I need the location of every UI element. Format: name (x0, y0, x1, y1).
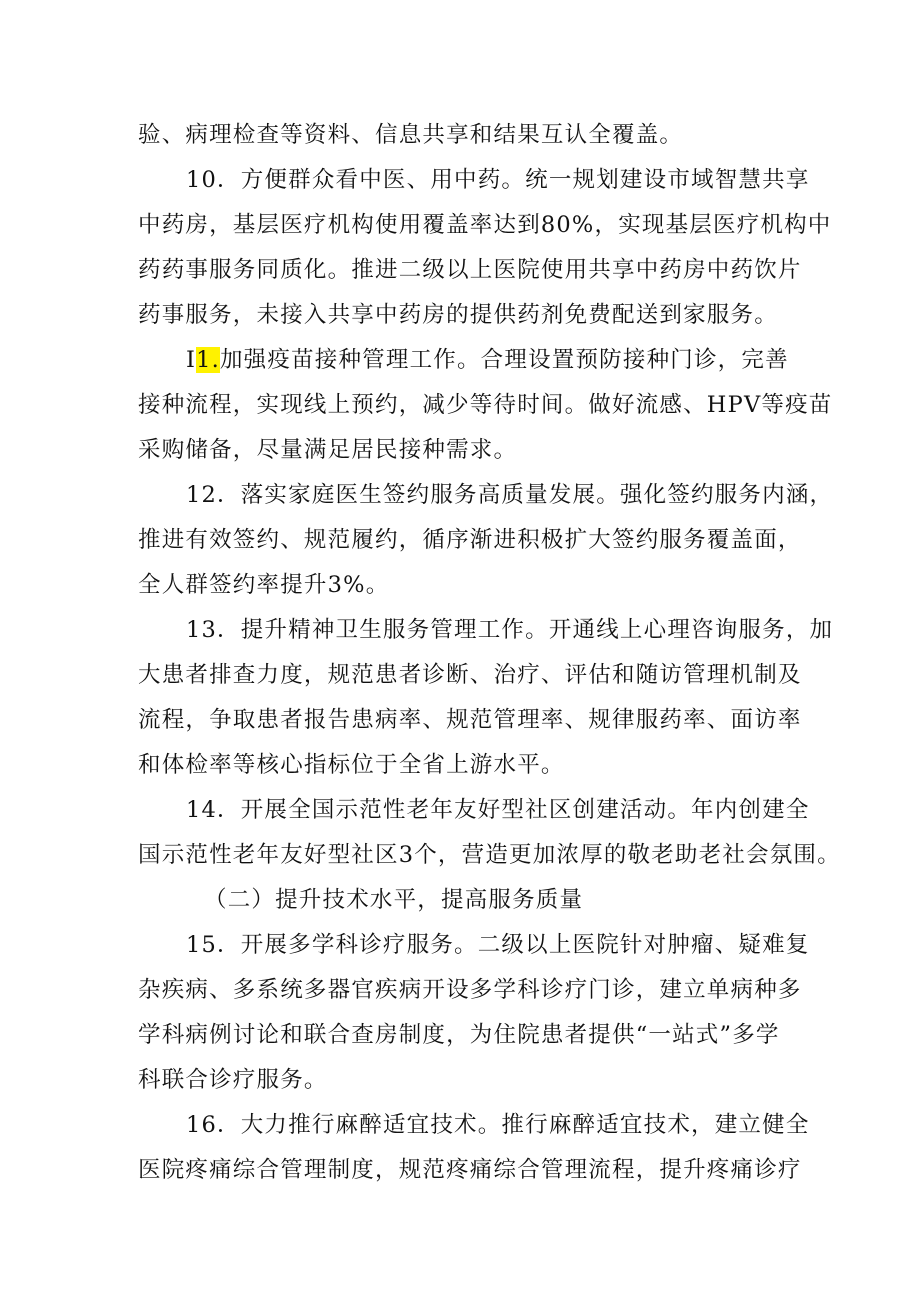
text-line: 科联合诊疗服务。 (138, 1067, 328, 1093)
paragraph-10-start: 10．方便群众看中医、用中药。统一规划建设市域智慧共享 (186, 167, 810, 193)
highlighted-number: 1. (196, 347, 220, 373)
text-line: 和体检率等核心指标位于全省上游水平。 (138, 752, 565, 778)
text-line: 中药房，基层医疗机构使用覆盖率达到80%，实现基层医疗机构中 (138, 212, 832, 238)
text-line: 学科病例讨论和联合查房制度，为住院患者提供“一站式”多学 (138, 1022, 780, 1048)
text-line: 全人群签约率提升3%。 (138, 572, 390, 598)
paragraph-16-start: 16．大力推行麻醉适宜技术。推行麻醉适宜技术，建立健全 (186, 1112, 810, 1138)
paragraph-11-start (186, 345, 846, 375)
text-line: 医院疼痛综合管理制度，规范疼痛综合管理流程，提升疼痛诊疗 (138, 1157, 802, 1183)
text-line: 流程，争取患者报告患病率、规范管理率、规律服药率、面访率 (138, 707, 802, 733)
text-line: 杂疾病、多系统多器官疾病开设多学科诊疗门诊，建立单病种多 (138, 977, 802, 1003)
paragraph-12-start: 12．落实家庭医生签约服务高质量发展。强化签约服务内涵， (186, 482, 834, 508)
text-line: 药事服务，未接入共享中药房的提供药剂免费配送到家服务。 (138, 302, 778, 328)
item-11-text: 加强疫苗接种管理工作。合理设置预防接种门诊，完善 (219, 347, 789, 373)
text-line: 药药事服务同质化。推进二级以上医院使用共享中药房中药饮片 (138, 257, 802, 283)
paragraph-13-start: 13．提升精神卫生服务管理工作。开通线上心理咨询服务，加 (186, 617, 834, 643)
item-11-prefix: I (186, 347, 197, 373)
text-line: 采购储备，尽量满足居民接种需求。 (138, 437, 518, 463)
text-line: 国示范性老年友好型社区3个，营造更加浓厚的敬老助老社会氛围。 (138, 842, 841, 868)
section-heading: （二）提升技术水平，提高服务质量 (204, 887, 584, 913)
paragraph-14-start: 14．开展全国示范性老年友好型社区创建活动。年内创建全 (186, 797, 810, 823)
text-line: 接种流程，实现线上预约，减少等待时间。做好流感、HPV等疫苗 (138, 392, 833, 418)
text-line: 推进有效签约、规范履约，循序渐进积极扩大签约服务覆盖面， (138, 527, 802, 553)
paragraph-15-start: 15．开展多学科诊疗服务。二级以上医院针对肿瘤、疑难复 (186, 932, 810, 958)
text-line: 验、病理检查等资料、信息共享和结果互认全覆盖。 (138, 122, 684, 148)
text-line: 大患者排查力度，规范患者诊断、治疗、评估和随访管理机制及 (138, 662, 802, 688)
